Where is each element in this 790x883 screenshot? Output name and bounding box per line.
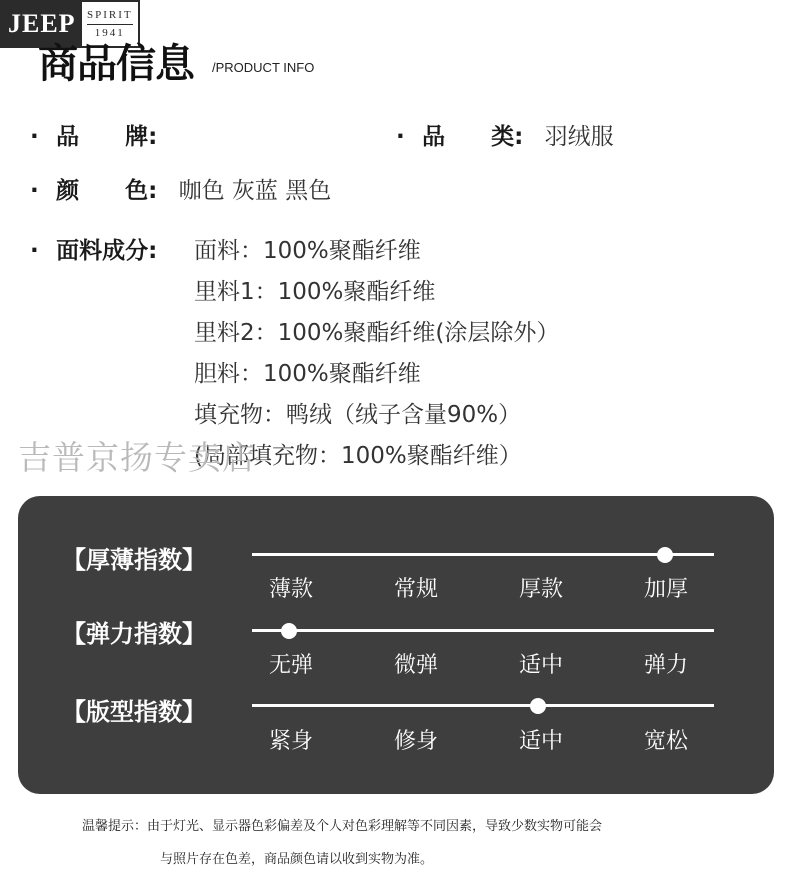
fit-tick: 宽松 bbox=[643, 729, 688, 754]
logo-spirit: SPIRIT bbox=[87, 9, 133, 24]
category-value: 羽绒服 bbox=[544, 124, 614, 150]
store-watermark: 吉普京扬专卖店 bbox=[18, 438, 256, 477]
material-item: 面料：100%聚酯纤维 bbox=[194, 238, 421, 264]
category-label: 品 类: bbox=[422, 124, 524, 150]
fit-index-label: 【版型指数】 bbox=[62, 698, 206, 726]
bullet: · bbox=[30, 238, 39, 264]
thickness-marker bbox=[657, 547, 673, 563]
fit-tick: 紧身 bbox=[268, 729, 313, 754]
thickness-index-label: 【厚薄指数】 bbox=[62, 546, 206, 574]
fit-track bbox=[252, 704, 714, 707]
thickness-tick: 薄款 bbox=[268, 577, 313, 602]
bullet: · bbox=[396, 124, 405, 150]
page-subtitle: /PRODUCT INFO bbox=[212, 60, 315, 75]
color-disclaimer-line1: 温馨提示：由于灯光、显示器色彩偏差及个人对色彩理解等不同因素，导致少数实物可能会 bbox=[82, 819, 603, 834]
page-title: 商品信息 bbox=[38, 41, 194, 87]
index-panel bbox=[18, 496, 774, 794]
elasticity-tick: 无弹 bbox=[268, 653, 313, 678]
material-item: 里料2：100%聚酯纤维(涂层除外） bbox=[194, 320, 560, 346]
color-label: 颜 色: bbox=[56, 178, 158, 204]
color-disclaimer-line2: 与照片存在色差，商品颜色请以收到实物为准。 bbox=[160, 852, 434, 867]
brand-row bbox=[30, 118, 157, 151]
thickness-tick: 加厚 bbox=[643, 577, 688, 602]
elasticity-marker bbox=[281, 623, 297, 639]
elasticity-tick: 适中 bbox=[518, 653, 563, 678]
color-value: 咖色 灰蓝 黑色 bbox=[178, 178, 332, 204]
elasticity-index-label: 【弹力指数】 bbox=[62, 620, 206, 648]
logo-wordmark: JEEP bbox=[2, 2, 82, 46]
material-row bbox=[30, 232, 157, 265]
material-item: 里料1：100%聚酯纤维 bbox=[194, 279, 436, 305]
brand-label: 品 牌: bbox=[56, 124, 158, 150]
category-row bbox=[396, 118, 614, 151]
material-label: 面料成分: bbox=[56, 238, 158, 264]
material-item: (局部填充物：100%聚酯纤维） bbox=[194, 443, 522, 469]
elasticity-track bbox=[252, 629, 714, 632]
material-item: 胆料：100%聚酯纤维 bbox=[194, 361, 421, 387]
bullet: · bbox=[30, 124, 39, 150]
fit-tick: 修身 bbox=[393, 729, 438, 754]
thickness-tick: 厚款 bbox=[518, 577, 563, 602]
color-row bbox=[30, 172, 331, 205]
material-item: 填充物：鸭绒（绒子含量90%） bbox=[194, 402, 522, 428]
fit-tick: 适中 bbox=[518, 729, 563, 754]
thickness-track bbox=[252, 553, 714, 556]
logo-year: 1941 bbox=[94, 26, 125, 39]
thickness-tick: 常规 bbox=[393, 577, 438, 602]
fit-marker bbox=[530, 698, 546, 714]
bullet: · bbox=[30, 178, 39, 204]
elasticity-tick: 弹力 bbox=[643, 653, 688, 678]
elasticity-tick: 微弹 bbox=[393, 653, 438, 678]
